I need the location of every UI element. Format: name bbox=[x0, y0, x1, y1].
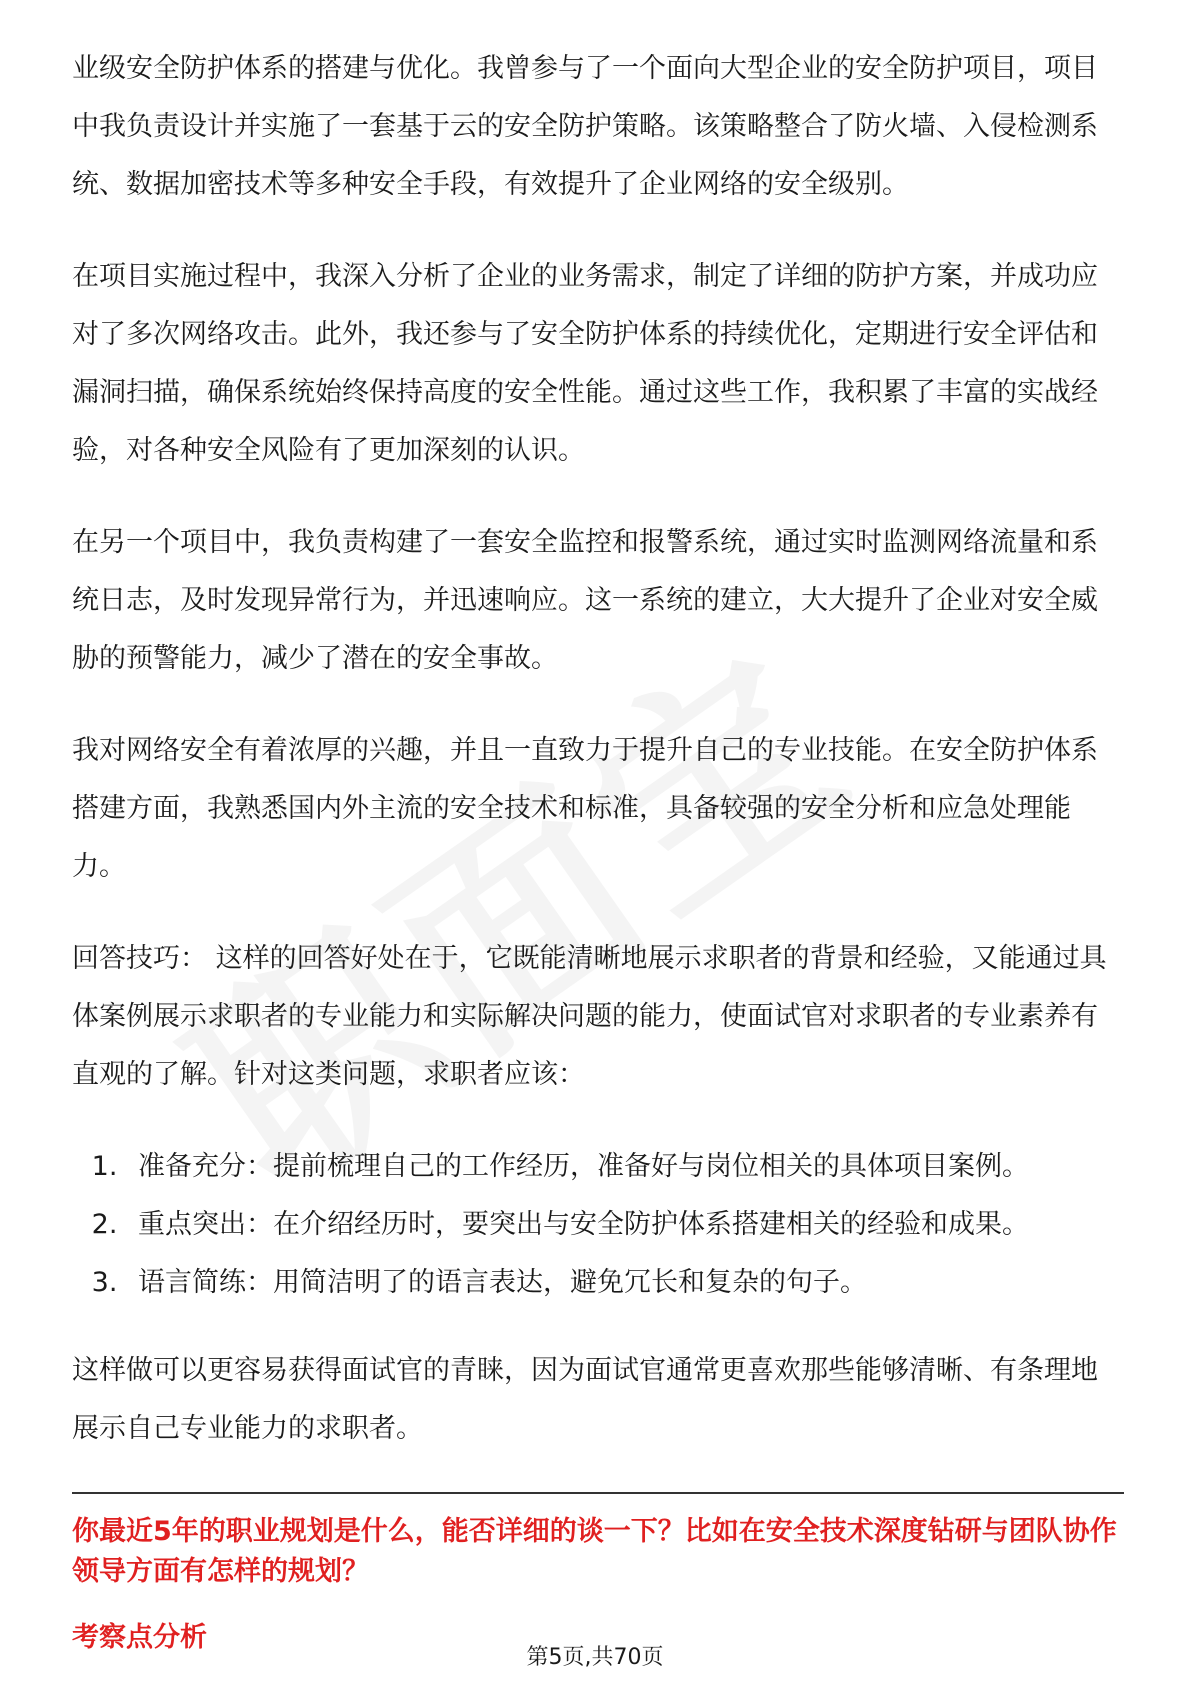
section-heading: 考察点分析 bbox=[72, 1622, 207, 1653]
tips-list-item: 2. 重点突出：在介绍经历时，要突出与安全防护体系搭建相关的经验和成果。 bbox=[126, 1196, 1124, 1254]
document-body bbox=[72, 40, 1124, 1658]
tips-list-item: 3. 语言简练：用简洁明了的语言表达，避免冗长和复杂的句子。 bbox=[126, 1254, 1124, 1312]
answer-paragraph-2: 在项目实施过程中，我深入分析了企业的业务需求，制定了详细的防护方案，并成功应对了多次网络攻击。此外，我还参与了安全防护体系的持续优化，定期进行安全评估和漏洞扫描，确保系统始终保持高度的安全性能。通过这些工作，我积累了丰富的实战经验，对各种安全风险有了更加深刻的认识。 bbox=[72, 261, 1098, 466]
tips-list bbox=[72, 1138, 1124, 1312]
answer-paragraph-3: 在另一个项目中，我负责构建了一套安全监控和报警系统，通过实时监测网络流量和系统日志，及时发现异常行为，并迅速响应。这一系统的建立，大大提升了企业对安全威胁的预警能力，减少了潜在的安全事故。 bbox=[72, 527, 1098, 674]
answer-paragraph-1: 业级安全防护体系的搭建与优化。我曾参与了一个面向大型企业的安全防护项目，项目中我负责设计并实施了一套基于云的安全防护策略。该策略整合了防火墙、入侵检测系统、数据加密技术等多种安全手段，有效提升了企业网络的安全级别。 bbox=[72, 53, 1098, 200]
answer-paragraph-4: 我对网络安全有着浓厚的兴趣，并且一直致力于提升自己的专业技能。在安全防护体系搭建方面，我熟悉国内外主流的安全技术和标准，具备较强的安全分析和应急处理能力。 bbox=[72, 735, 1098, 882]
closing-paragraph: 这样做可以更容易获得面试官的青睐，因为面试官通常更喜欢那些能够清晰、有条理地展示自己专业能力的求职者。 bbox=[72, 1355, 1098, 1444]
tips-list-item: 1. 准备充分：提前梳理自己的工作经历，准备好与岗位相关的具体项目案例。 bbox=[126, 1138, 1124, 1196]
section-divider bbox=[72, 1492, 1124, 1494]
answer-tips-paragraph: 回答技巧： 这样的回答好处在于，它既能清晰地展示求职者的背景和经验，又能通过具体案例展示求职者的专业能力和实际解决问题的能力，使面试官对求职者的专业素养有直观的了解。针对这类问题，求职者应该： bbox=[72, 943, 1107, 1090]
page-footer: 第5页,共70页 bbox=[526, 1645, 664, 1670]
interview-question: 你最近5年的职业规划是什么，能否详细的谈一下？比如在安全技术深度钻研与团队协作领导方面有怎样的规划？ bbox=[72, 1516, 1117, 1587]
